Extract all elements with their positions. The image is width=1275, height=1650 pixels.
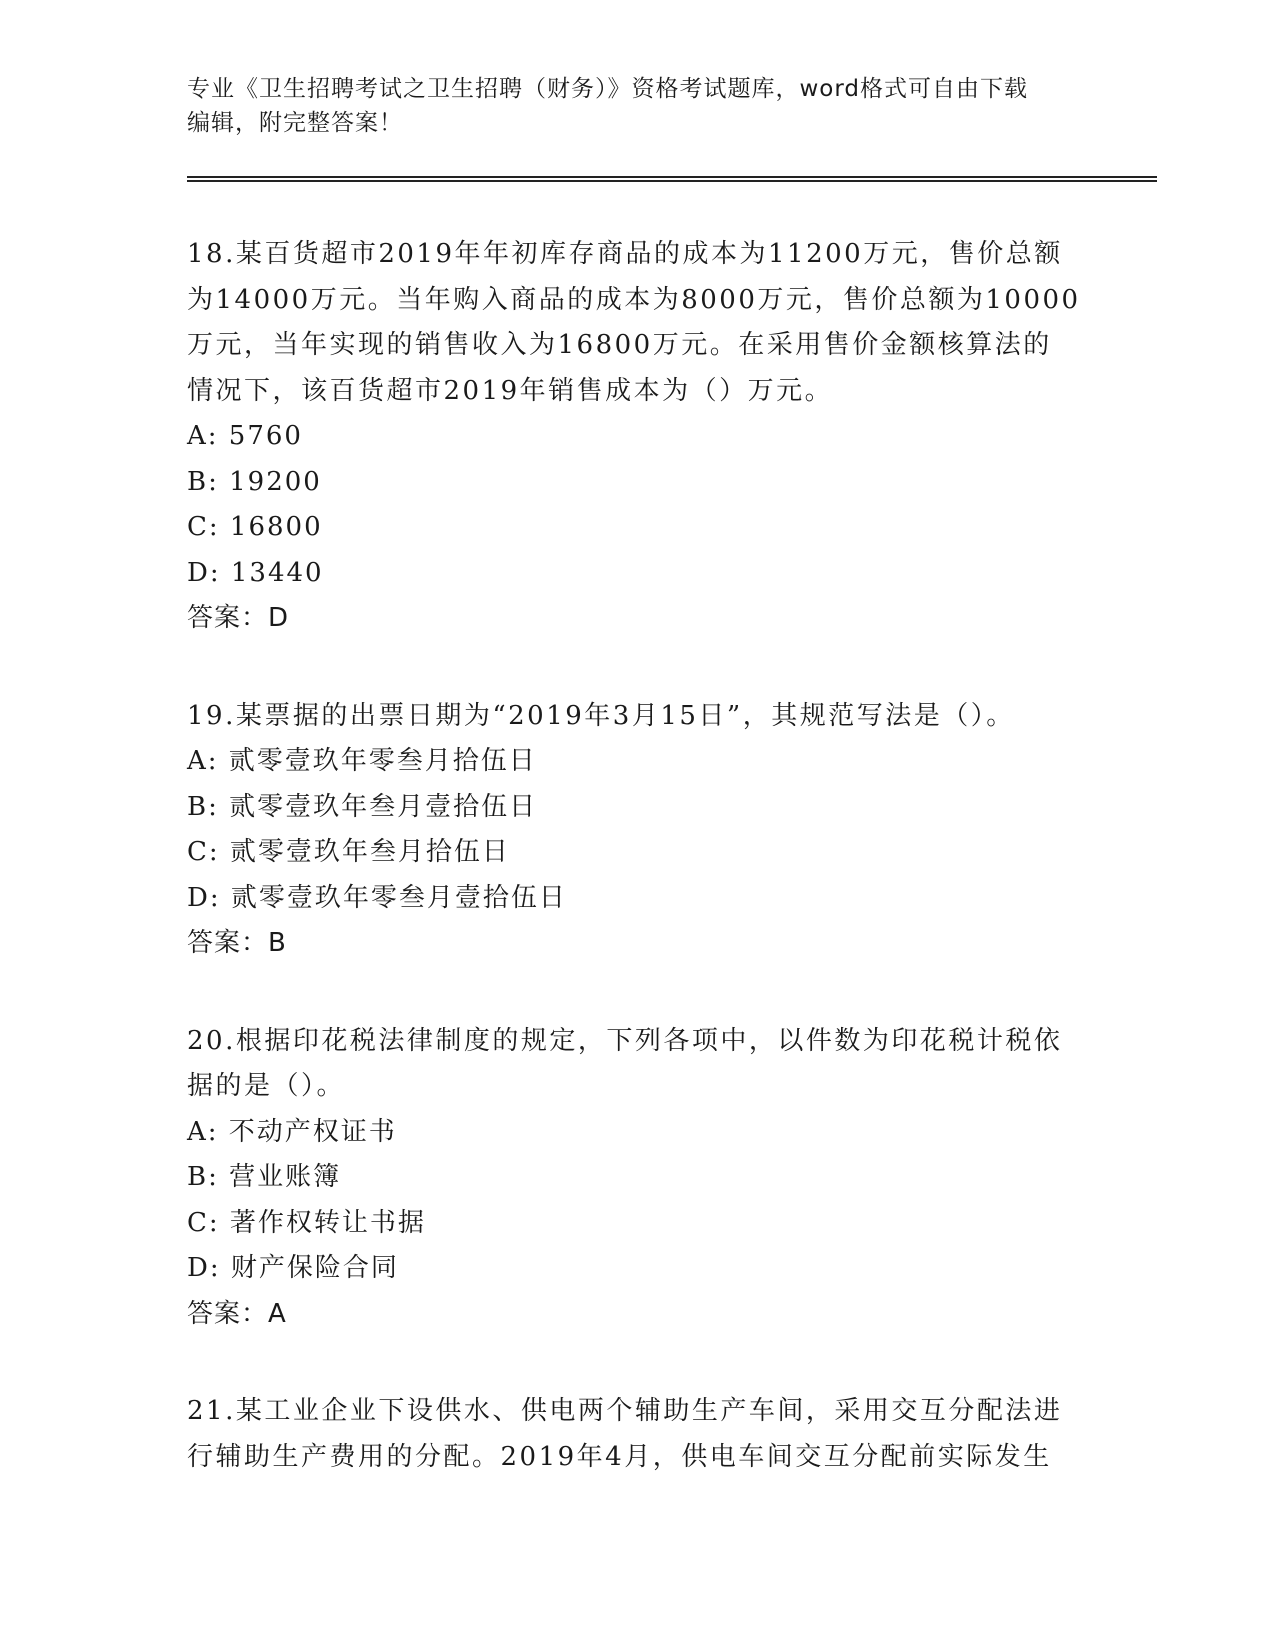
stem-line: 万元，当年实现的销售收入为16800万元。在采用售价金额核算法的 bbox=[187, 330, 1052, 360]
document-header bbox=[187, 72, 1087, 140]
header-divider bbox=[187, 176, 1157, 182]
question-list bbox=[187, 232, 1087, 1532]
question-21 bbox=[187, 1389, 1087, 1480]
stem-line: 20.根据印花税法律制度的规定，下列各项中，以件数为印花税计税依 bbox=[187, 1025, 1063, 1056]
option-d: D: 贰零壹玖年零叁月壹拾伍日 bbox=[187, 882, 567, 913]
option-a: A: 不动产权证书 bbox=[187, 1116, 397, 1147]
option-a: A: 贰零壹玖年零叁月拾伍日 bbox=[187, 746, 537, 776]
question-18 bbox=[187, 232, 1087, 642]
question-20 bbox=[187, 1019, 1087, 1338]
stem-line: 19.某票据的出票日期为“2019年3月15日”，其规范写法是（）。 bbox=[187, 700, 1015, 731]
option-c: C: 贰零壹玖年叁月拾伍日 bbox=[187, 837, 510, 867]
header-line-2: 编辑，附完整答案！ bbox=[187, 110, 403, 136]
question-19 bbox=[187, 694, 1087, 967]
question-stem bbox=[187, 694, 1087, 740]
question-stem bbox=[187, 232, 1087, 414]
option-a: A: 5760 bbox=[187, 421, 303, 451]
answer: 答案：A bbox=[187, 1298, 287, 1329]
stem-line: 21.某工业企业下设供水、供电两个辅助生产车间，采用交互分配法进 bbox=[187, 1396, 1063, 1426]
answer: 答案：D bbox=[187, 603, 290, 633]
option-c: C: 著作权转让书据 bbox=[187, 1207, 426, 1238]
question-stem bbox=[187, 1389, 1087, 1480]
stem-line: 情况下，该百货超市2019年销售成本为（）万元。 bbox=[187, 375, 834, 406]
option-c: C: 16800 bbox=[187, 512, 323, 542]
option-d: D: 13440 bbox=[187, 557, 324, 588]
answer: 答案：B bbox=[187, 928, 287, 958]
stem-line: 行辅助生产费用的分配。2019年4月，供电车间交互分配前实际发生 bbox=[187, 1441, 1052, 1472]
stem-line: 18.某百货超市2019年年初库存商品的成本为11200万元，售价总额 bbox=[187, 239, 1063, 269]
option-b: B: 贰零壹玖年叁月壹拾伍日 bbox=[187, 791, 538, 822]
option-d: D: 财产保险合同 bbox=[187, 1253, 399, 1283]
question-stem bbox=[187, 1019, 1087, 1110]
header-line-1: 专业《卫生招聘考试之卫生招聘（财务）》资格考试题库，word格式可自由下载 bbox=[187, 76, 1029, 102]
option-b: B: 营业账簿 bbox=[187, 1162, 342, 1192]
option-b: B: 19200 bbox=[187, 466, 322, 497]
stem-line: 为14000万元。当年购入商品的成本为8000万元，售价总额为10000 bbox=[187, 284, 1081, 315]
stem-line: 据的是（）。 bbox=[187, 1071, 346, 1101]
